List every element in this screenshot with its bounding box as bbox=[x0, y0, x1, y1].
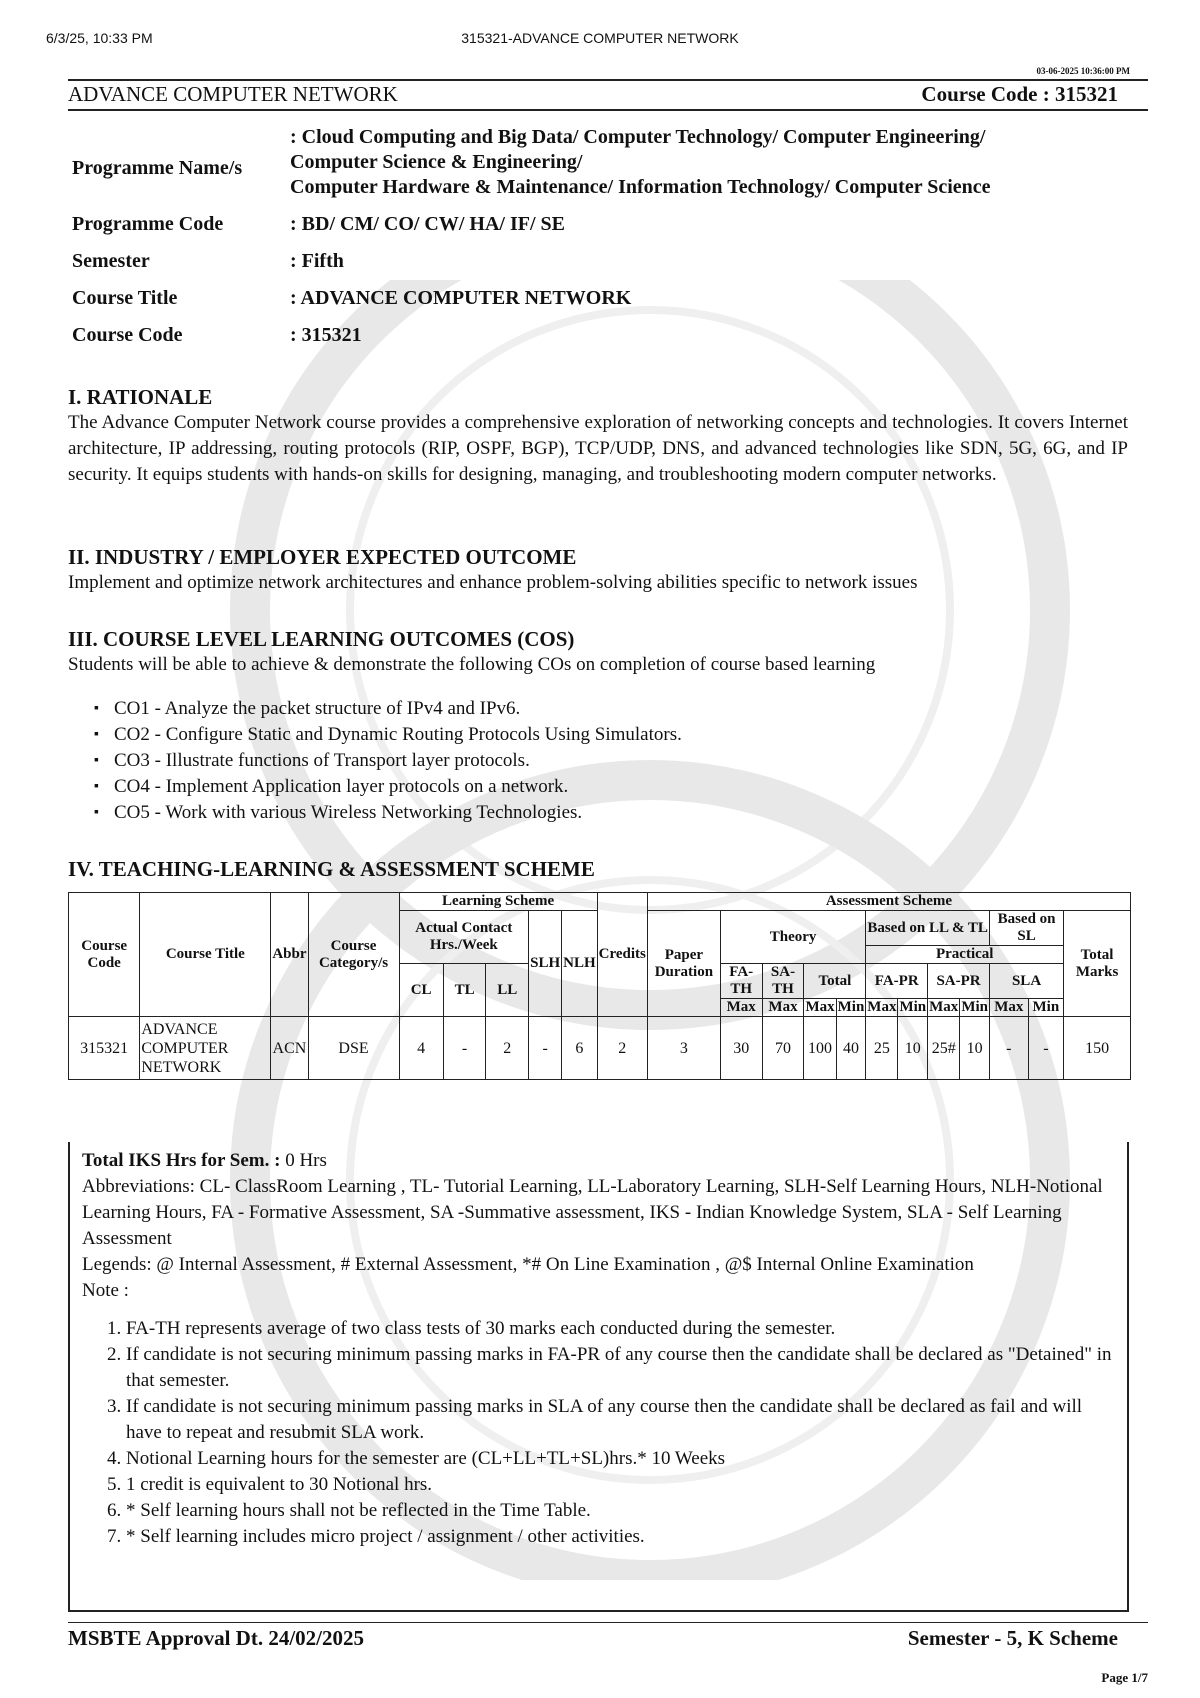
th-sla: SLA bbox=[989, 964, 1063, 999]
course-code-value: : 315321 bbox=[290, 324, 362, 346]
cell-nlh: 6 bbox=[562, 1017, 598, 1080]
th-total-marks: Total Marks bbox=[1064, 911, 1131, 1017]
th-cl: CL bbox=[399, 964, 443, 1017]
th-max: Max bbox=[720, 999, 762, 1017]
cell-sla-min: - bbox=[1028, 1017, 1064, 1080]
iks-hours bbox=[82, 1148, 1115, 1174]
th-credits: Credits bbox=[597, 893, 647, 1017]
th-paper-duration: Paper Duration bbox=[647, 911, 720, 1017]
th-sa-th: SA-TH bbox=[762, 964, 804, 999]
rationale-text: The Advance Computer Network course provides a comprehensive exploration of networking concepts and technologies. It covers Internet architecture, IP addressing, routing protocols (RIP, OSPF, BGP), TCP/UDP, DNS, and advanced technologies like SDN, 5G, 6G, and IP security. It equips students with hands-on skills for designing, managing, and troubleshooting modern computer networks. bbox=[68, 412, 1128, 485]
rationale-section bbox=[68, 384, 1128, 488]
cell-total-max: 100 bbox=[804, 1017, 836, 1080]
th-abbr: Abbr bbox=[271, 893, 308, 1017]
th-based-sl: Based on SL bbox=[989, 911, 1063, 946]
rationale-heading: I. RATIONALE bbox=[68, 385, 213, 409]
print-title: 315321-ADVANCE COMPUTER NETWORK bbox=[461, 30, 739, 46]
cell-total-marks: 150 bbox=[1064, 1017, 1131, 1080]
list-item: ▪ CO2 - Configure Static and Dynamic Routing Protocols Using Simulators. bbox=[114, 722, 1128, 748]
scheme-heading: IV. TEACHING-LEARNING & ASSESSMENT SCHEME bbox=[68, 857, 595, 881]
th-ll: LL bbox=[486, 964, 529, 1017]
list-item: 7. * Self learning includes micro project / assignment / other activities. bbox=[126, 1524, 1115, 1550]
scheme-section bbox=[68, 856, 1128, 882]
cell-sa-pr-min: 10 bbox=[960, 1017, 990, 1080]
page-number: Page 1/7 bbox=[1101, 1670, 1148, 1685]
cell-slh: - bbox=[529, 1017, 562, 1080]
programme-names-line: Computer Science & Engineering/ bbox=[290, 151, 583, 173]
cell-sla-max: - bbox=[989, 1017, 1028, 1080]
th-max: Max bbox=[929, 999, 959, 1015]
outcomes-list bbox=[68, 696, 1128, 826]
th-slh: SLH bbox=[529, 911, 562, 1017]
programme-names-line: : Cloud Computing and Big Data/ Computer Technology/ Computer Engineering/ bbox=[290, 126, 986, 148]
abbreviations-text: Abbreviations: CL- ClassRoom Learning , TL- Tutorial Learning, LL-Laboratory Learning, SLH-Self Learning Hours, NLH-Notional Learning Hours, FA - Formative Assessment, SA -Summative assessment, IKS - Indian Knowledge System, SLA - Self Learning Assessment bbox=[82, 1176, 1103, 1249]
list-item: 6. * Self learning hours shall not be reflected in the Time Table. bbox=[126, 1498, 1115, 1524]
list-item: 2. If candidate is not securing minimum passing marks in FA-PR of any course then the candidate shall be declared as "Detained" in that semester. bbox=[126, 1342, 1115, 1394]
list-item: 3. If candidate is not securing minimum passing marks in SLA of any course then the candidate shall be declared as fail and will have to repeat and resubmit SLA work. bbox=[126, 1394, 1115, 1446]
industry-heading: II. INDUSTRY / EMPLOYER EXPECTED OUTCOME bbox=[68, 545, 577, 569]
th-category: Course Category/s bbox=[308, 893, 399, 1017]
cell-paper-duration: 3 bbox=[647, 1017, 720, 1080]
cell-fa-pr-max: 25 bbox=[866, 1017, 898, 1080]
notes-box bbox=[68, 1142, 1129, 1612]
legends-text: Legends: @ Internal Assessment, # External Assessment, *# On Line Examination , @$ Internal Online Examination bbox=[82, 1254, 974, 1275]
iks-value: 0 Hrs bbox=[280, 1150, 327, 1171]
scheme-table bbox=[68, 892, 1131, 1080]
th-practical: Practical bbox=[866, 946, 1064, 964]
course-code-header: Course Code : 315321 bbox=[921, 82, 1118, 106]
list-item: 4. Notional Learning hours for the semester are (CL+LL+TL+SL)hrs.* 10 Weeks bbox=[126, 1446, 1115, 1472]
th-total: Total bbox=[804, 964, 866, 999]
th-max: Max bbox=[805, 999, 835, 1015]
cell-credits: 2 bbox=[597, 1017, 647, 1080]
iks-label: Total IKS Hrs for Sem. : bbox=[82, 1150, 281, 1171]
print-datetime: 6/3/25, 10:33 PM bbox=[46, 30, 153, 46]
list-item: 5. 1 credit is equivalent to 30 Notional hrs. bbox=[126, 1472, 1115, 1498]
th-assessment-scheme: Assessment Scheme bbox=[647, 893, 1130, 911]
cell-total-min: 40 bbox=[836, 1017, 866, 1080]
programme-code-value: : BD/ CM/ CO/ CW/ HA/ IF/ SE bbox=[290, 213, 566, 235]
th-min: Min bbox=[899, 999, 927, 1015]
th-learning-scheme: Learning Scheme bbox=[399, 893, 597, 911]
programme-code-label: Programme Code bbox=[72, 213, 224, 235]
programme-names-label: Programme Name/s bbox=[72, 157, 243, 179]
course-title-value: : ADVANCE COMPUTER NETWORK bbox=[290, 287, 632, 309]
scheme-label: Semester - 5, K Scheme bbox=[907, 1626, 1118, 1650]
cell-code: 315321 bbox=[69, 1017, 140, 1080]
programme-names-line: Computer Hardware & Maintenance/ Information Technology/ Computer Science bbox=[290, 176, 991, 198]
page-title-row bbox=[68, 82, 1148, 108]
divider bbox=[68, 1622, 1148, 1623]
note-label: Note : bbox=[82, 1280, 129, 1301]
cell-fa-th-max: 30 bbox=[720, 1017, 762, 1080]
notes-list bbox=[82, 1316, 1115, 1550]
th-course-code: Course Code bbox=[69, 893, 140, 1017]
industry-text: Implement and optimize network architectures and enhance problem-solving abilities specific to network issues bbox=[68, 572, 918, 593]
cell-cl: 4 bbox=[399, 1017, 443, 1080]
th-max: Max bbox=[867, 999, 897, 1015]
th-min: Min bbox=[961, 999, 988, 1015]
semester-value: : Fifth bbox=[290, 250, 344, 272]
cell-sa-th-max: 70 bbox=[762, 1017, 804, 1080]
th-sa-pr: SA-PR bbox=[928, 964, 990, 999]
course-title-label: Course Title bbox=[72, 287, 178, 309]
th-min: Min bbox=[837, 999, 865, 1015]
industry-outcome-section bbox=[68, 544, 1128, 596]
cell-tl: - bbox=[443, 1017, 486, 1080]
course-outcomes-section bbox=[68, 626, 1128, 826]
th-actual-contact: Actual Contact Hrs./Week bbox=[399, 911, 529, 964]
th-course-title: Course Title bbox=[140, 893, 271, 1017]
th-based-ll-tl: Based on LL & TL bbox=[866, 911, 990, 946]
course-code-label: Course Code bbox=[72, 324, 183, 346]
cell-fa-pr-min: 10 bbox=[898, 1017, 928, 1080]
cell-sa-pr-max: 25# bbox=[928, 1017, 960, 1080]
th-min: Min bbox=[1028, 999, 1064, 1017]
list-item: ▪ CO3 - Illustrate functions of Transport layer protocols. bbox=[114, 748, 1128, 774]
th-theory: Theory bbox=[720, 911, 865, 964]
th-tl: TL bbox=[443, 964, 486, 1017]
divider bbox=[68, 79, 1148, 81]
th-max: Max bbox=[762, 999, 804, 1017]
th-nlh: NLH bbox=[562, 911, 598, 1017]
th-fa-pr: FA-PR bbox=[866, 964, 928, 999]
list-item: ▪ CO5 - Work with various Wireless Networking Technologies. bbox=[114, 800, 1128, 826]
cell-abbr: ACN bbox=[271, 1017, 308, 1080]
approval-date: MSBTE Approval Dt. 24/02/2025 bbox=[68, 1626, 364, 1650]
divider bbox=[68, 109, 1148, 111]
table-row bbox=[69, 1017, 1131, 1080]
th-fa-th: FA-TH bbox=[720, 964, 762, 999]
list-item: ▪ CO4 - Implement Application layer protocols on a network. bbox=[114, 774, 1128, 800]
semester-label: Semester bbox=[72, 250, 150, 272]
list-item: 1. FA-TH represents average of two class tests of 30 marks each conducted during the semester. bbox=[126, 1316, 1115, 1342]
outcomes-intro: Students will be able to achieve & demonstrate the following COs on completion of course based learning bbox=[68, 654, 876, 675]
cell-title: ADVANCE COMPUTER NETWORK bbox=[140, 1017, 271, 1080]
cell-category: DSE bbox=[308, 1017, 399, 1080]
cell-ll: 2 bbox=[486, 1017, 529, 1080]
outcomes-heading: III. COURSE LEVEL LEARNING OUTCOMES (COS) bbox=[68, 627, 575, 651]
page-title: ADVANCE COMPUTER NETWORK bbox=[68, 82, 398, 106]
list-item: ▪ CO1 - Analyze the packet structure of IPv4 and IPv6. bbox=[114, 696, 1128, 722]
course-info-table bbox=[72, 125, 1132, 360]
generated-timestamp: 03-06-2025 10:36:00 PM bbox=[1036, 66, 1130, 76]
browser-print-header bbox=[46, 30, 1154, 50]
th-max: Max bbox=[989, 999, 1028, 1017]
